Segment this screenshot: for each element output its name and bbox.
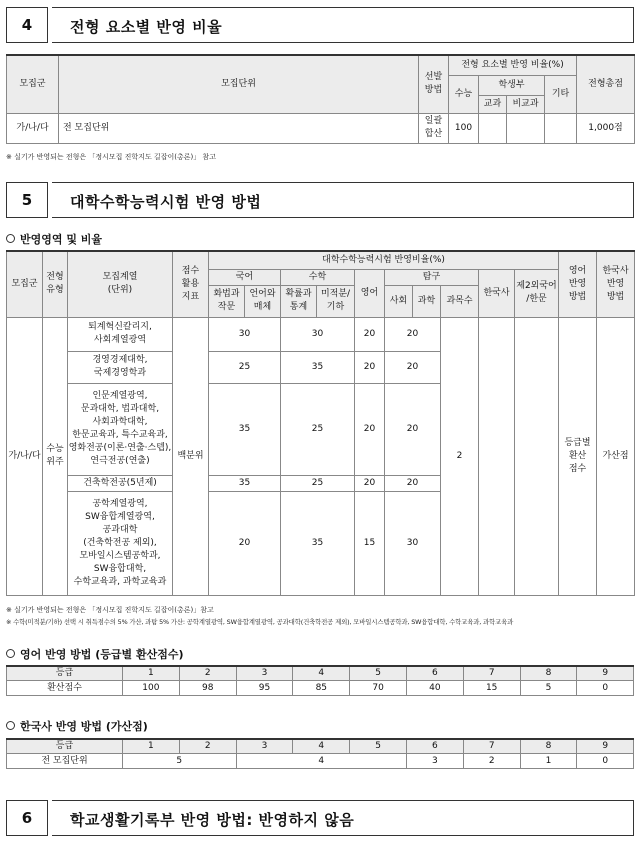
score: 98 bbox=[179, 681, 236, 696]
grade: 8 bbox=[520, 739, 577, 754]
cell-field: 인문계열광역, 문과대학, 법과대학, 사회과학대학, 한문교육과, 특수교육과, 영화전공(이론·연출·스텝), 연극전공(연출) bbox=[68, 383, 173, 475]
section-title: 학교생활기록부 반영 방법: 반영하지 않음 bbox=[70, 811, 355, 829]
bonus: 3 bbox=[406, 754, 463, 769]
grade: 8 bbox=[520, 666, 577, 681]
note: ※ 실기가 반영되는 전형은 「정시모집 진학지도 길잡이(총론)」참고 bbox=[6, 606, 214, 614]
circle-bullet-icon bbox=[6, 649, 15, 658]
header-math: 수학 bbox=[281, 269, 355, 285]
header-method: 선발 방법 bbox=[419, 55, 449, 113]
subheading-area-ratio: 반영영역 및 비율 bbox=[6, 231, 102, 247]
header-group: 모집군 bbox=[7, 55, 59, 113]
score: 0 bbox=[577, 681, 634, 696]
cell-korean: 20 bbox=[209, 491, 281, 595]
header-score: 점수 활용 지표 bbox=[173, 251, 209, 317]
cell-english: 20 bbox=[355, 317, 385, 351]
grade: 1 bbox=[123, 666, 180, 681]
header-foreign: 제2외국어 /한문 bbox=[515, 269, 559, 317]
note: ※ 수학(미적분/기하) 선택 시 취득점수의 5% 가산, 과탐 5% 가산: 공학계열광역, SW융합계열광역, 공과대학(건축학전공 제외), 모바일시스템공학과, SW융합대학, 수학교육과, 과학교육과 bbox=[6, 618, 514, 626]
subheading-english: 영어 반영 방법 (등급별 환산점수) bbox=[6, 646, 184, 662]
cell-group: 가/나/다 bbox=[7, 113, 59, 143]
score: 100 bbox=[123, 681, 180, 696]
cell-etc bbox=[545, 113, 577, 143]
header-grade: 등급 bbox=[7, 739, 123, 754]
header-kor-b: 언어와 매체 bbox=[245, 285, 281, 317]
score: 15 bbox=[463, 681, 520, 696]
section-number: 4 bbox=[6, 7, 48, 43]
circle-bullet-icon bbox=[6, 721, 15, 730]
row-label: 환산점수 bbox=[7, 681, 123, 696]
grade: 7 bbox=[463, 739, 520, 754]
cell-type: 수능 위주 bbox=[43, 317, 68, 595]
grade: 5 bbox=[350, 666, 407, 681]
header-csat: 수능 bbox=[449, 75, 479, 113]
row-label: 전 모집단위 bbox=[7, 754, 123, 769]
grade: 5 bbox=[350, 739, 407, 754]
grade: 9 bbox=[577, 666, 634, 681]
cell-math: 30 bbox=[281, 317, 355, 351]
cell-inquiry: 30 bbox=[385, 491, 441, 595]
cell-inquiry: 20 bbox=[385, 317, 441, 351]
header-record: 학생부 bbox=[479, 75, 545, 95]
bonus: 4 bbox=[236, 754, 406, 769]
cell-eng-method: 등급별 환산 점수 bbox=[559, 317, 597, 595]
note: ※ 실기가 반영되는 전형은 「정시모집 진학지도 길잡이(총론)」 참고 bbox=[6, 153, 216, 161]
ratio-table bbox=[6, 54, 635, 144]
grade: 9 bbox=[577, 739, 634, 754]
cell-korean: 35 bbox=[209, 475, 281, 491]
english-table bbox=[6, 665, 634, 696]
section-title: 전형 요소별 반영 비율 bbox=[70, 18, 223, 36]
cell-inquiry: 20 bbox=[385, 351, 441, 383]
header-inquiry: 탐구 bbox=[385, 269, 479, 285]
cell-inquiry: 20 bbox=[385, 383, 441, 475]
cell-english: 20 bbox=[355, 475, 385, 491]
header-english: 영어 bbox=[355, 269, 385, 317]
cell-nonsubject bbox=[507, 113, 545, 143]
section-number: 6 bbox=[6, 800, 48, 836]
header-nonsubject: 비교과 bbox=[507, 95, 545, 113]
cell-csat: 100 bbox=[449, 113, 479, 143]
bonus: 0 bbox=[577, 754, 634, 769]
header-subject: 교과 bbox=[479, 95, 507, 113]
grade: 2 bbox=[179, 666, 236, 681]
header-total: 전형총점 bbox=[577, 55, 635, 113]
cell-english: 20 bbox=[355, 351, 385, 383]
cell-subjects: 2 bbox=[441, 317, 479, 595]
grade: 6 bbox=[406, 666, 463, 681]
cell-math: 25 bbox=[281, 383, 355, 475]
cell-unit: 전 모집단위 bbox=[59, 113, 419, 143]
cell-field: 경영경제대학, 국제경영학과 bbox=[68, 351, 173, 383]
score: 95 bbox=[236, 681, 293, 696]
header-etc: 기타 bbox=[545, 75, 577, 113]
header-grade: 등급 bbox=[7, 666, 123, 681]
header-subjects: 과목수 bbox=[441, 285, 479, 317]
header-unit: 모집단위 bbox=[59, 55, 419, 113]
subheading-history: 한국사 반영 방법 (가산점) bbox=[6, 718, 148, 734]
cell-total: 1,000점 bbox=[577, 113, 635, 143]
grade: 4 bbox=[293, 666, 350, 681]
header-eng-method: 영어 반영 방법 bbox=[559, 251, 597, 317]
circle-bullet-icon bbox=[6, 234, 15, 243]
cell-korean: 25 bbox=[209, 351, 281, 383]
cell-english: 15 bbox=[355, 491, 385, 595]
section-5-header bbox=[6, 182, 634, 218]
header-kor-a: 화법과 작문 bbox=[209, 285, 245, 317]
bonus: 2 bbox=[463, 754, 520, 769]
grade: 3 bbox=[236, 739, 293, 754]
cell-score: 백분위 bbox=[173, 317, 209, 595]
header-korean: 국어 bbox=[209, 269, 281, 285]
cell-subject bbox=[479, 113, 507, 143]
bonus: 1 bbox=[520, 754, 577, 769]
score: 5 bbox=[520, 681, 577, 696]
csat-table bbox=[6, 250, 635, 596]
score: 40 bbox=[406, 681, 463, 696]
cell-hist-method: 가산점 bbox=[597, 317, 635, 595]
cell-field: 퇴계혁신칼리지, 사회계열광역 bbox=[68, 317, 173, 351]
cell-history bbox=[479, 317, 515, 595]
history-table bbox=[6, 738, 634, 769]
section-number: 5 bbox=[6, 182, 48, 218]
grade: 1 bbox=[123, 739, 180, 754]
section-6-header bbox=[6, 800, 634, 836]
cell-korean: 35 bbox=[209, 383, 281, 475]
header-hist-method: 한국사 반영 방법 bbox=[597, 251, 635, 317]
header-group: 모집군 bbox=[7, 251, 43, 317]
grade: 3 bbox=[236, 666, 293, 681]
cell-group: 가/나/다 bbox=[7, 317, 43, 595]
header-math-b: 미적분/ 기하 bbox=[317, 285, 355, 317]
cell-method: 일괄 합산 bbox=[419, 113, 449, 143]
header-ratio: 전형 요소별 반영 비율(%) bbox=[449, 55, 577, 75]
header-math-a: 확률과 통계 bbox=[281, 285, 317, 317]
section-title: 대학수학능력시험 반영 방법 bbox=[70, 193, 262, 211]
score: 70 bbox=[350, 681, 407, 696]
header-type: 전형 유형 bbox=[43, 251, 68, 317]
header-field: 모집계열 (단위) bbox=[68, 251, 173, 317]
header-social: 사회 bbox=[385, 285, 413, 317]
cell-inquiry: 20 bbox=[385, 475, 441, 491]
table-row bbox=[7, 317, 635, 351]
cell-math: 35 bbox=[281, 491, 355, 595]
header-ratio: 대학수학능력시험 반영비율(%) bbox=[209, 251, 559, 269]
cell-english: 20 bbox=[355, 383, 385, 475]
section-4-header bbox=[6, 7, 634, 43]
grade: 2 bbox=[179, 739, 236, 754]
grade: 4 bbox=[293, 739, 350, 754]
grade: 7 bbox=[463, 666, 520, 681]
cell-field: 공학계열광역, SW융합계열광역, 공과대학 (건축학전공 제외), 모바일시스템공학과, SW융합대학, 수학교육과, 과학교육과 bbox=[68, 491, 173, 595]
header-science: 과학 bbox=[413, 285, 441, 317]
score: 85 bbox=[293, 681, 350, 696]
cell-korean: 30 bbox=[209, 317, 281, 351]
grade: 6 bbox=[406, 739, 463, 754]
cell-field: 건축학전공(5년제) bbox=[68, 475, 173, 491]
cell-foreign bbox=[515, 317, 559, 595]
cell-math: 25 bbox=[281, 475, 355, 491]
header-history: 한국사 bbox=[479, 269, 515, 317]
cell-math: 35 bbox=[281, 351, 355, 383]
bonus: 5 bbox=[123, 754, 237, 769]
